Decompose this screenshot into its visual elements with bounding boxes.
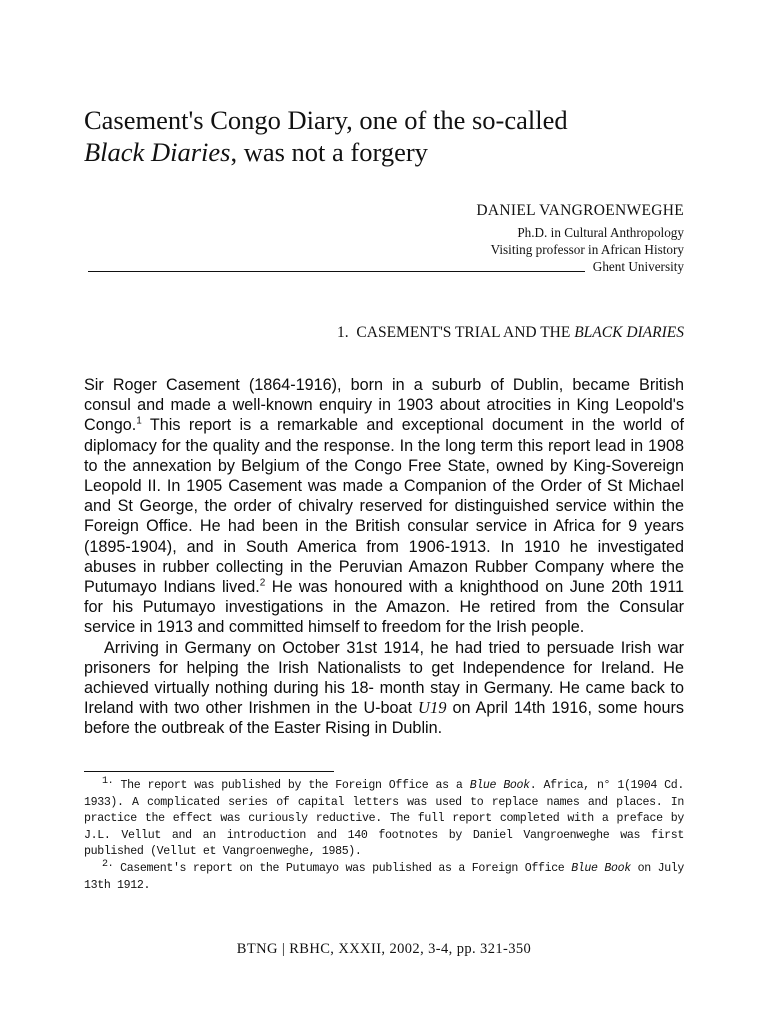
footnote-1 xyxy=(84,778,684,861)
author-name: DANIEL VANGROENWEGHE xyxy=(476,202,684,219)
paragraph-text: He was honoured with a knighthood on June 20th 1911 for his Putumayo investigations in the Amazon. He retired from the Consular service in 1913 and committed himself to freedom for the Irish people. xyxy=(84,578,684,637)
title-italic-part: Black Diaries xyxy=(84,137,231,167)
footnote-marker: 2. xyxy=(102,859,114,871)
footnote-2 xyxy=(84,861,684,894)
author-university: Ghent University xyxy=(592,259,684,274)
uboat-name: U19 xyxy=(418,698,447,718)
footnote-ref-2[interactable]: 2 xyxy=(259,577,266,589)
paragraph-text: Sir Roger Casement (1864-1916), born in a suburb of Dublin, became British consul and made a well-known enquiry in 1903 about atrocities in King Leopold's Congo. xyxy=(84,376,684,435)
paragraph-text: Arriving in Germany on October 31st 1914, he had tried to persuade Irish war prisoners for helping the Irish Nationalists to get Independence for Ireland. He achieved virtually nothing during his 18- month stay in Germany. He came back to Ireland with two other Irishmen in the U-boat xyxy=(84,638,684,718)
footnote-marker: 1. xyxy=(102,776,114,788)
paragraph xyxy=(84,375,684,638)
paragraph-text: on April 14th 1916, some hours before the outbreak of the Easter Rising in Dublin. xyxy=(84,699,684,738)
section-title: CASEMENT'S TRIAL AND THE xyxy=(356,324,575,341)
journal-footer: BTNG | RBHC, XXXII, 2002, 3-4, pp. 321-350 xyxy=(236,941,532,957)
footnote-text: . Africa, n° 1(1904 Cd. 1933). A complicated series of capital letters was used to replace names and places. In practice the effect was curiously reductive. The full report completed with a preface by J.L. Vellut and an introduction and 140 footnotes by Daniel Vangroenweghe was first published (Vellut et Vangroenweghe, 1985). xyxy=(84,779,684,859)
footnote-separator xyxy=(84,771,334,772)
footnotes xyxy=(84,778,684,894)
affiliation-rule-line xyxy=(88,258,684,275)
paragraph-text: This report is a remarkable and exceptional document in the world of diplomacy for the quality and the response. In the long term this report lead in 1908 to the annexation by Belgium of the Congo Free State, owned by King-Sovereign Leopold II. In 1905 Casement was made a Companion of the Order of St Michael and St George, the order of chivalry reserved for distinguished service within the Foreign Office. He had been in the British consular service in Africa for 9 years (1895-1904), and in South America from 1906-1913. In 1910 he investigated abuses in rubber collecting in the Peruvian Amazon Rubber Company where the Putumayo Indians lived. xyxy=(84,416,684,597)
section-heading xyxy=(337,324,684,342)
article-title xyxy=(84,104,704,168)
section-title-italic: BLACK DIARIES xyxy=(574,324,684,341)
title-line-2-rest: , was not a forgery xyxy=(230,137,428,167)
footnote-italic: Blue Book xyxy=(571,861,631,875)
title-line-1: Casement's Congo Diary, one of the so-called xyxy=(84,105,568,135)
footnote-text: Casement's report on the Putumayo was published as a Foreign Office xyxy=(113,861,572,875)
author-position: Visiting professor in African History xyxy=(490,242,684,257)
footnote-text: on July 13th 1912. xyxy=(84,861,685,892)
paragraph xyxy=(84,638,684,739)
footnote-text: The report was published by the Foreign Office as a xyxy=(113,779,470,792)
body-text xyxy=(84,375,684,739)
footnote-ref-1[interactable]: 1 xyxy=(136,416,142,428)
horizontal-rule xyxy=(88,271,585,272)
footnote-italic: Blue Book xyxy=(469,779,530,792)
section-number: 1. xyxy=(337,324,349,341)
author-affiliation xyxy=(88,224,684,275)
author-degree: Ph.D. in Cultural Anthropology xyxy=(517,225,684,240)
